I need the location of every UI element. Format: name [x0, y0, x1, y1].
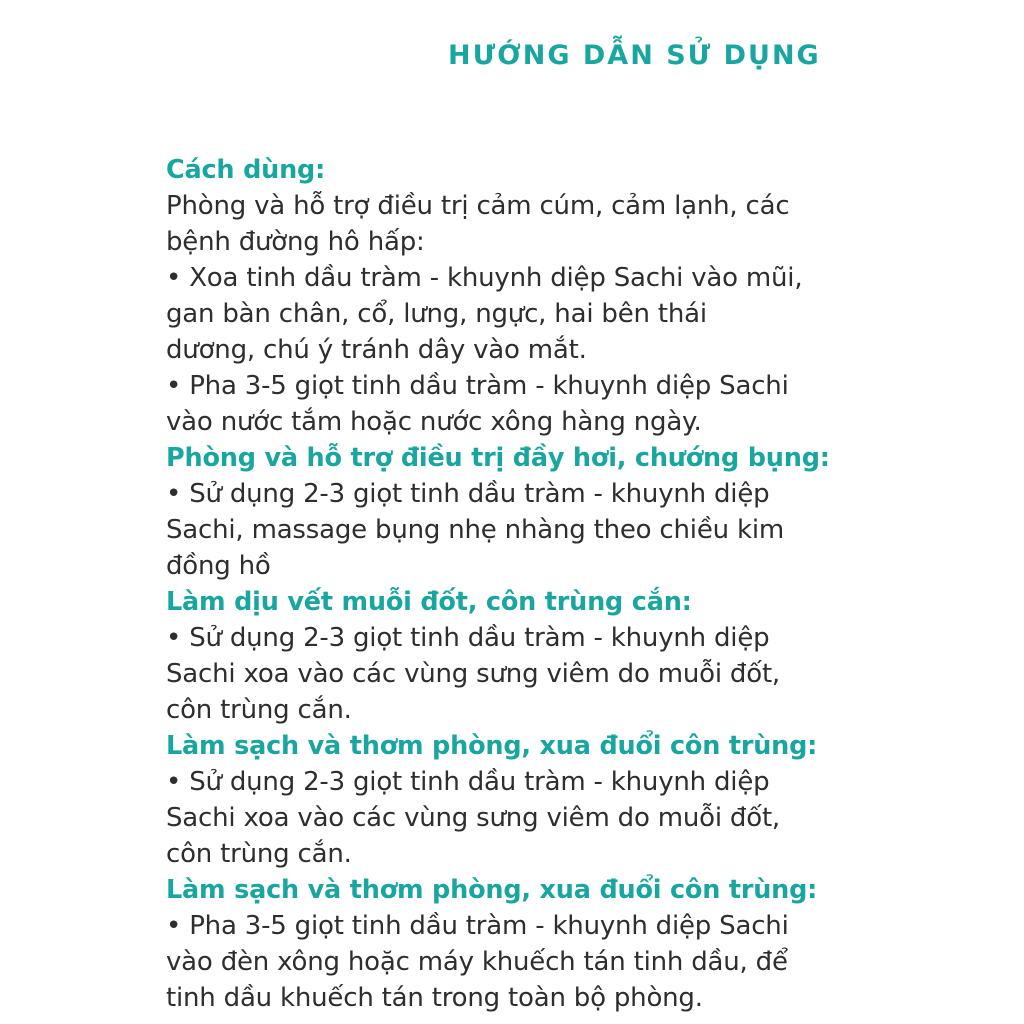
- text-line: • Sử dụng 2-3 giọt tinh dầu tràm - khuynh diệp: [166, 767, 770, 797]
- text-line: gan bàn chân, cổ, lưng, ngực, hai bên thái: [166, 299, 707, 329]
- text-line: • Sử dụng 2-3 giọt tinh dầu tràm - khuynh diệp: [166, 623, 770, 653]
- section-insect-bites: [166, 584, 832, 728]
- section-heading: Cách dùng:: [166, 155, 326, 185]
- section-body: [166, 620, 832, 728]
- section-heading: Làm sạch và thơm phòng, xua đuổi côn trùng:: [166, 731, 818, 761]
- text-line: Sachi xoa vào các vùng sưng viêm do muỗi đốt,: [166, 659, 780, 689]
- section-room-cleaning-1: [166, 728, 832, 872]
- section-body: [166, 764, 832, 872]
- section-body: [166, 188, 832, 440]
- text-line: Sachi, massage bụng nhẹ nhàng theo chiều kim: [166, 515, 784, 545]
- section-body: [166, 908, 832, 1016]
- section-heading: Phòng và hỗ trợ điều trị đầy hơi, chướng bụng:: [166, 443, 830, 473]
- section-body: [166, 476, 832, 584]
- text-line: bệnh đường hô hấp:: [166, 227, 425, 257]
- text-line: côn trùng cắn.: [166, 695, 352, 725]
- page-title: HƯỚNG DẪN SỬ DỤNG: [448, 40, 821, 71]
- text-line: • Pha 3-5 giọt tinh dầu tràm - khuynh diệp Sachi: [166, 911, 789, 941]
- section-bloating: [166, 440, 832, 584]
- section-usage: [166, 152, 832, 440]
- text-line: Sachi xoa vào các vùng sưng viêm do muỗi đốt,: [166, 803, 780, 833]
- instructions-content: [166, 152, 832, 1016]
- text-line: vào nước tắm hoặc nước xông hàng ngày.: [166, 407, 702, 437]
- text-line: đồng hồ: [166, 551, 271, 581]
- section-heading: Làm dịu vết muỗi đốt, côn trùng cắn:: [166, 587, 692, 617]
- text-line: Phòng và hỗ trợ điều trị cảm cúm, cảm lạnh, các: [166, 191, 790, 221]
- section-room-cleaning-2: [166, 872, 832, 1016]
- text-line: • Pha 3-5 giọt tinh dầu tràm - khuynh diệp Sachi: [166, 371, 789, 401]
- text-line: vào đèn xông hoặc máy khuếch tán tinh dầu, để: [166, 947, 788, 977]
- text-line: côn trùng cắn.: [166, 839, 352, 869]
- text-line: dương, chú ý tránh dây vào mắt.: [166, 335, 587, 365]
- section-heading: Làm sạch và thơm phòng, xua đuổi côn trùng:: [166, 875, 818, 905]
- text-line: • Sử dụng 2-3 giọt tinh dầu tràm - khuynh diệp: [166, 479, 770, 509]
- text-line: • Xoa tinh dầu tràm - khuynh diệp Sachi vào mũi,: [166, 263, 803, 293]
- text-line: tinh dầu khuếch tán trong toàn bộ phòng.: [166, 983, 703, 1013]
